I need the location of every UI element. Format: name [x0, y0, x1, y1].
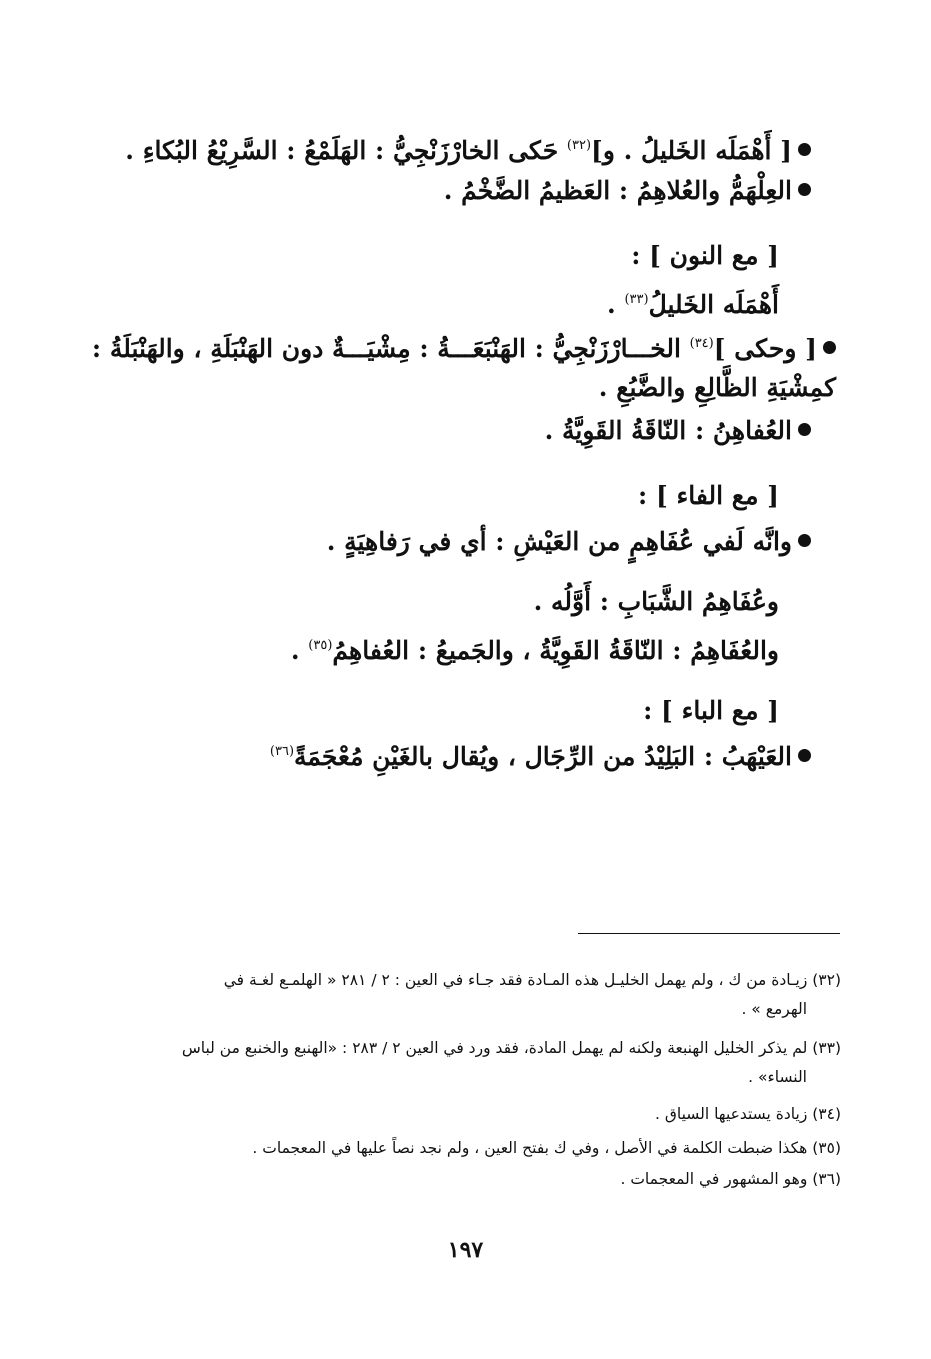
- bullet-icon: [823, 341, 836, 354]
- entry-ufahim-naqa: [291, 627, 779, 670]
- footnote-ref-33[interactable]: (٣٣): [624, 292, 649, 307]
- entry-text: .: [607, 290, 625, 319]
- footnote-36: (٣٦) وهو المشهور في المعجمات .: [620, 1170, 841, 1188]
- entry-text: العِلْهَمُّ والعُلاهِمُ : العَظيمُ الضَّخْمُ .: [443, 176, 792, 205]
- footnote-separator: [578, 933, 840, 934]
- entry-text: حَكى الخارْزَنْجِيُّ : الهَلَمْعُ : السَّرِيْعُ البُكاءِ .: [125, 136, 567, 165]
- footnote-ref-36[interactable]: (٣٦): [269, 744, 295, 759]
- entry-text: العُفاهِنُ : النّاقَةُ القَوِيَّةُ .: [544, 416, 792, 445]
- section-heading-ba: [ مع الباء ] :: [643, 696, 779, 725]
- entry-text: والعُفَاهِمُ : النّاقَةُ القَوِيَّةُ ، والجَميعُ : العُفاهِمُ: [332, 636, 779, 665]
- page-number: ١٩٧: [447, 1237, 484, 1263]
- entry-ufahim-shabab: وعُفَاهِمُ الشَّبَابِ : أَوَّلُه .: [533, 587, 779, 616]
- footnote-32: (٣٢) زيـادة من ك ، ولم يهمل الخليـل هذه المـادة فقد جـاء في العين : ٢ / ٢٨١ « الهلمـع لغـة في: [223, 971, 841, 989]
- footnote-ref-34[interactable]: (٣٤): [689, 336, 714, 351]
- entry-ayhab: [270, 733, 811, 776]
- entry-text: وانَّه لَفي عُفَاهِمٍ من العَيْشِ : أي في رَفاهِيَةٍ .: [326, 527, 792, 556]
- bullet-icon: [798, 423, 811, 436]
- footnote-34: (٣٤) زيادة يستدعيها السياق .: [655, 1105, 841, 1123]
- entry-hanbaa-cont: كمِشْيَةِ الظَّالِعِ والضَّبُعِ .: [598, 373, 836, 402]
- entry-text: [ وحكى ]: [713, 334, 817, 363]
- section-heading-nun: [ مع النون ] :: [631, 241, 779, 270]
- entry-halma: [125, 127, 811, 170]
- entry-ufahin: [545, 412, 811, 450]
- entry-ufahim: [327, 523, 811, 561]
- footnote-ref-35[interactable]: (٣٥): [308, 638, 333, 653]
- entry-nun-note: [607, 281, 779, 324]
- entry-text: أَهْمَلَه الخَليلُ: [648, 290, 779, 319]
- entry-text: .: [290, 636, 309, 665]
- entry-text: الخـــارْزَنْجِيُّ : الهَنْبَعَـــةُ : مِشْيَـــةٌ دون الهَنْبَلَةِ ، والهَنْبَلَةُ :: [91, 334, 690, 363]
- entry-hanbaa: [92, 325, 836, 368]
- footnote-35: (٣٥) هكذا ضبطت الكلمة في الأصل ، وفي ك بفتح العين ، ولم نجد نصاً عليها في المعجمات .: [252, 1139, 841, 1157]
- bullet-icon: [798, 183, 811, 196]
- bullet-icon: [798, 749, 811, 762]
- entry-text: [ أَهْمَلَه الخَليلُ . و]: [591, 136, 792, 165]
- footnote-33-cont: النساء» .: [748, 1068, 807, 1086]
- entry-text: العَيْهَبُ : البَلِيْدُ من الرِّجَال ، ويُقال بالغَيْنِ مُعْجَمَةً: [294, 742, 792, 771]
- bullet-icon: [798, 143, 811, 156]
- footnote-33: (٣٣) لم يذكر الخليل الهنبعة ولكنه لم يهمل المادة، فقد ورد في العين ٢ / ٢٨٣ : «الهنبع والخنبع من لباس: [181, 1039, 841, 1057]
- entry-ilham: [444, 172, 811, 210]
- bullet-icon: [798, 534, 811, 547]
- footnote-ref-32[interactable]: (٣٢): [566, 138, 592, 153]
- footnote-32-cont: الهرمع » .: [741, 1000, 807, 1018]
- section-heading-fa: [ مع الفاء ] :: [638, 481, 779, 510]
